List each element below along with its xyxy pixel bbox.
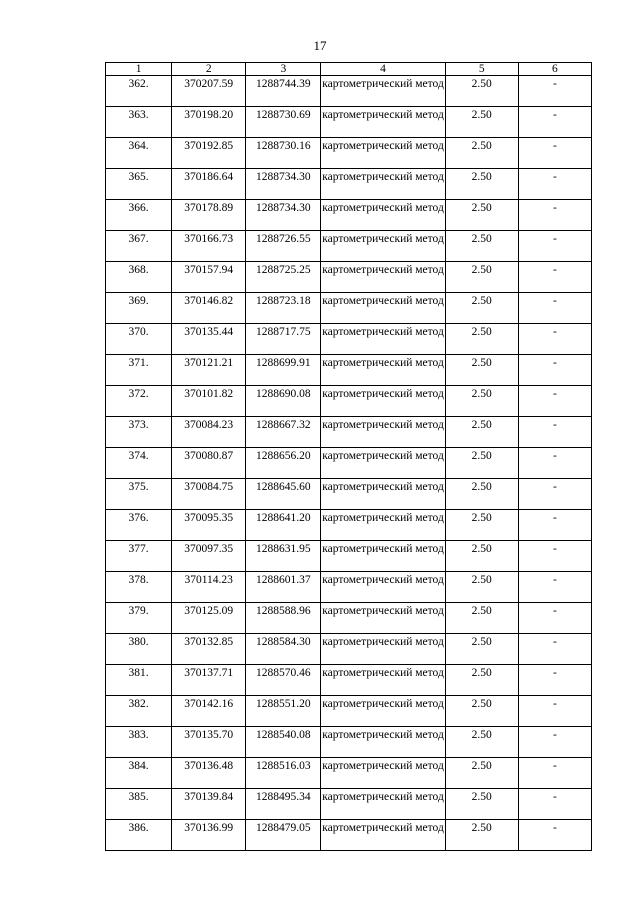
method-cell: картометрический метод xyxy=(321,758,445,789)
table-row xyxy=(106,541,592,572)
note-cell: - xyxy=(518,138,591,169)
table-row xyxy=(106,324,592,355)
table-row xyxy=(106,293,592,324)
table-row xyxy=(106,603,592,634)
y-coordinate-cell: 1288734.30 xyxy=(246,169,321,200)
method-cell: картометрический метод xyxy=(321,355,445,386)
accuracy-cell: 2.50 xyxy=(445,541,518,572)
page-number: 17 xyxy=(313,38,327,53)
y-coordinate-cell: 1288588.96 xyxy=(246,603,321,634)
table-row xyxy=(106,417,592,448)
method-cell: картометрический метод xyxy=(321,572,445,603)
method-cell: картометрический метод xyxy=(321,107,445,138)
point-number-cell: 380. xyxy=(106,634,172,665)
note-cell: - xyxy=(518,789,591,820)
accuracy-cell: 2.50 xyxy=(445,417,518,448)
point-number-cell: 383. xyxy=(106,727,172,758)
y-coordinate-cell: 1288516.03 xyxy=(246,758,321,789)
point-number-cell: 371. xyxy=(106,355,172,386)
y-coordinate-cell: 1288584.30 xyxy=(246,634,321,665)
table-row xyxy=(106,510,592,541)
note-cell: - xyxy=(518,541,591,572)
table-row xyxy=(106,665,592,696)
x-coordinate-cell: 370125.09 xyxy=(172,603,246,634)
x-coordinate-cell: 370101.82 xyxy=(172,386,246,417)
method-cell: картометрический метод xyxy=(321,696,445,727)
note-cell: - xyxy=(518,448,591,479)
table-row xyxy=(106,262,592,293)
method-cell: картометрический метод xyxy=(321,169,445,200)
point-number-cell: 367. xyxy=(106,231,172,262)
y-coordinate-cell: 1288730.69 xyxy=(246,107,321,138)
note-cell: - xyxy=(518,386,591,417)
point-number-cell: 376. xyxy=(106,510,172,541)
x-coordinate-cell: 370139.84 xyxy=(172,789,246,820)
accuracy-cell: 2.50 xyxy=(445,510,518,541)
accuracy-cell: 2.50 xyxy=(445,200,518,231)
point-number-cell: 382. xyxy=(106,696,172,727)
table-row xyxy=(106,386,592,417)
x-coordinate-cell: 370137.71 xyxy=(172,665,246,696)
coordinates-table xyxy=(105,62,592,851)
method-cell: картометрический метод xyxy=(321,820,445,851)
point-number-cell: 372. xyxy=(106,386,172,417)
point-number-cell: 386. xyxy=(106,820,172,851)
note-cell: - xyxy=(518,572,591,603)
note-cell: - xyxy=(518,820,591,851)
accuracy-cell: 2.50 xyxy=(445,76,518,107)
method-cell: картометрический метод xyxy=(321,634,445,665)
x-coordinate-cell: 370157.94 xyxy=(172,262,246,293)
x-coordinate-cell: 370146.82 xyxy=(172,293,246,324)
y-coordinate-cell: 1288495.34 xyxy=(246,789,321,820)
column-header: 1 xyxy=(106,63,172,76)
accuracy-cell: 2.50 xyxy=(445,169,518,200)
y-coordinate-cell: 1288725.25 xyxy=(246,262,321,293)
accuracy-cell: 2.50 xyxy=(445,696,518,727)
x-coordinate-cell: 370084.23 xyxy=(172,417,246,448)
x-coordinate-cell: 370114.23 xyxy=(172,572,246,603)
column-header: 5 xyxy=(445,63,518,76)
y-coordinate-cell: 1288730.16 xyxy=(246,138,321,169)
table-row xyxy=(106,727,592,758)
note-cell: - xyxy=(518,634,591,665)
x-coordinate-cell: 370136.48 xyxy=(172,758,246,789)
method-cell: картометрический метод xyxy=(321,293,445,324)
x-coordinate-cell: 370178.89 xyxy=(172,200,246,231)
y-coordinate-cell: 1288690.08 xyxy=(246,386,321,417)
accuracy-cell: 2.50 xyxy=(445,820,518,851)
y-coordinate-cell: 1288744.39 xyxy=(246,76,321,107)
note-cell: - xyxy=(518,76,591,107)
point-number-cell: 378. xyxy=(106,572,172,603)
method-cell: картометрический метод xyxy=(321,541,445,572)
y-coordinate-cell: 1288723.18 xyxy=(246,293,321,324)
point-number-cell: 373. xyxy=(106,417,172,448)
column-header: 3 xyxy=(246,63,321,76)
method-cell: картометрический метод xyxy=(321,386,445,417)
y-coordinate-cell: 1288717.75 xyxy=(246,324,321,355)
table-row xyxy=(106,696,592,727)
column-header: 4 xyxy=(321,63,445,76)
table-row xyxy=(106,169,592,200)
table-row xyxy=(106,789,592,820)
point-number-cell: 366. xyxy=(106,200,172,231)
method-cell: картометрический метод xyxy=(321,665,445,696)
y-coordinate-cell: 1288631.95 xyxy=(246,541,321,572)
method-cell: картометрический метод xyxy=(321,200,445,231)
table-header-row xyxy=(106,63,592,76)
y-coordinate-cell: 1288570.46 xyxy=(246,665,321,696)
note-cell: - xyxy=(518,231,591,262)
note-cell: - xyxy=(518,262,591,293)
x-coordinate-cell: 370121.21 xyxy=(172,355,246,386)
x-coordinate-cell: 370136.99 xyxy=(172,820,246,851)
method-cell: картометрический метод xyxy=(321,727,445,758)
y-coordinate-cell: 1288641.20 xyxy=(246,510,321,541)
accuracy-cell: 2.50 xyxy=(445,448,518,479)
x-coordinate-cell: 370166.73 xyxy=(172,231,246,262)
point-number-cell: 365. xyxy=(106,169,172,200)
point-number-cell: 375. xyxy=(106,479,172,510)
point-number-cell: 368. xyxy=(106,262,172,293)
accuracy-cell: 2.50 xyxy=(445,355,518,386)
y-coordinate-cell: 1288601.37 xyxy=(246,572,321,603)
x-coordinate-cell: 370132.85 xyxy=(172,634,246,665)
table-row xyxy=(106,820,592,851)
accuracy-cell: 2.50 xyxy=(445,634,518,665)
y-coordinate-cell: 1288699.91 xyxy=(246,355,321,386)
point-number-cell: 370. xyxy=(106,324,172,355)
accuracy-cell: 2.50 xyxy=(445,758,518,789)
point-number-cell: 381. xyxy=(106,665,172,696)
method-cell: картометрический метод xyxy=(321,603,445,634)
method-cell: картометрический метод xyxy=(321,479,445,510)
point-number-cell: 384. xyxy=(106,758,172,789)
point-number-cell: 379. xyxy=(106,603,172,634)
accuracy-cell: 2.50 xyxy=(445,386,518,417)
y-coordinate-cell: 1288667.32 xyxy=(246,417,321,448)
note-cell: - xyxy=(518,510,591,541)
accuracy-cell: 2.50 xyxy=(445,138,518,169)
table-row xyxy=(106,572,592,603)
x-coordinate-cell: 370198.20 xyxy=(172,107,246,138)
point-number-cell: 377. xyxy=(106,541,172,572)
method-cell: картометрический метод xyxy=(321,138,445,169)
point-number-cell: 385. xyxy=(106,789,172,820)
x-coordinate-cell: 370084.75 xyxy=(172,479,246,510)
note-cell: - xyxy=(518,107,591,138)
y-coordinate-cell: 1288656.20 xyxy=(246,448,321,479)
accuracy-cell: 2.50 xyxy=(445,479,518,510)
note-cell: - xyxy=(518,603,591,634)
table-row xyxy=(106,355,592,386)
method-cell: картометрический метод xyxy=(321,448,445,479)
method-cell: картометрический метод xyxy=(321,231,445,262)
point-number-cell: 362. xyxy=(106,76,172,107)
accuracy-cell: 2.50 xyxy=(445,665,518,696)
accuracy-cell: 2.50 xyxy=(445,603,518,634)
note-cell: - xyxy=(518,665,591,696)
x-coordinate-cell: 370142.16 xyxy=(172,696,246,727)
table-row xyxy=(106,758,592,789)
x-coordinate-cell: 370207.59 xyxy=(172,76,246,107)
x-coordinate-cell: 370192.85 xyxy=(172,138,246,169)
y-coordinate-cell: 1288645.60 xyxy=(246,479,321,510)
note-cell: - xyxy=(518,727,591,758)
accuracy-cell: 2.50 xyxy=(445,262,518,293)
table-row xyxy=(106,200,592,231)
table-row xyxy=(106,448,592,479)
table-row xyxy=(106,634,592,665)
accuracy-cell: 2.50 xyxy=(445,727,518,758)
note-cell: - xyxy=(518,169,591,200)
x-coordinate-cell: 370135.44 xyxy=(172,324,246,355)
note-cell: - xyxy=(518,696,591,727)
note-cell: - xyxy=(518,324,591,355)
accuracy-cell: 2.50 xyxy=(445,789,518,820)
point-number-cell: 374. xyxy=(106,448,172,479)
accuracy-cell: 2.50 xyxy=(445,572,518,603)
x-coordinate-cell: 370135.70 xyxy=(172,727,246,758)
accuracy-cell: 2.50 xyxy=(445,293,518,324)
accuracy-cell: 2.50 xyxy=(445,107,518,138)
note-cell: - xyxy=(518,293,591,324)
method-cell: картометрический метод xyxy=(321,262,445,293)
y-coordinate-cell: 1288479.05 xyxy=(246,820,321,851)
y-coordinate-cell: 1288734.30 xyxy=(246,200,321,231)
column-header: 2 xyxy=(172,63,246,76)
table-row xyxy=(106,479,592,510)
point-number-cell: 364. xyxy=(106,138,172,169)
note-cell: - xyxy=(518,417,591,448)
point-number-cell: 363. xyxy=(106,107,172,138)
note-cell: - xyxy=(518,355,591,386)
note-cell: - xyxy=(518,200,591,231)
table-row xyxy=(106,138,592,169)
method-cell: картометрический метод xyxy=(321,324,445,355)
column-header: 6 xyxy=(518,63,591,76)
y-coordinate-cell: 1288726.55 xyxy=(246,231,321,262)
method-cell: картометрический метод xyxy=(321,76,445,107)
note-cell: - xyxy=(518,479,591,510)
x-coordinate-cell: 370080.87 xyxy=(172,448,246,479)
method-cell: картометрический метод xyxy=(321,417,445,448)
table-row xyxy=(106,107,592,138)
point-number-cell: 369. xyxy=(106,293,172,324)
table-row xyxy=(106,76,592,107)
x-coordinate-cell: 370095.35 xyxy=(172,510,246,541)
accuracy-cell: 2.50 xyxy=(445,231,518,262)
method-cell: картометрический метод xyxy=(321,789,445,820)
note-cell: - xyxy=(518,758,591,789)
table-row xyxy=(106,231,592,262)
y-coordinate-cell: 1288551.20 xyxy=(246,696,321,727)
table-body xyxy=(106,76,592,851)
x-coordinate-cell: 370186.64 xyxy=(172,169,246,200)
y-coordinate-cell: 1288540.08 xyxy=(246,727,321,758)
x-coordinate-cell: 370097.35 xyxy=(172,541,246,572)
accuracy-cell: 2.50 xyxy=(445,324,518,355)
method-cell: картометрический метод xyxy=(321,510,445,541)
